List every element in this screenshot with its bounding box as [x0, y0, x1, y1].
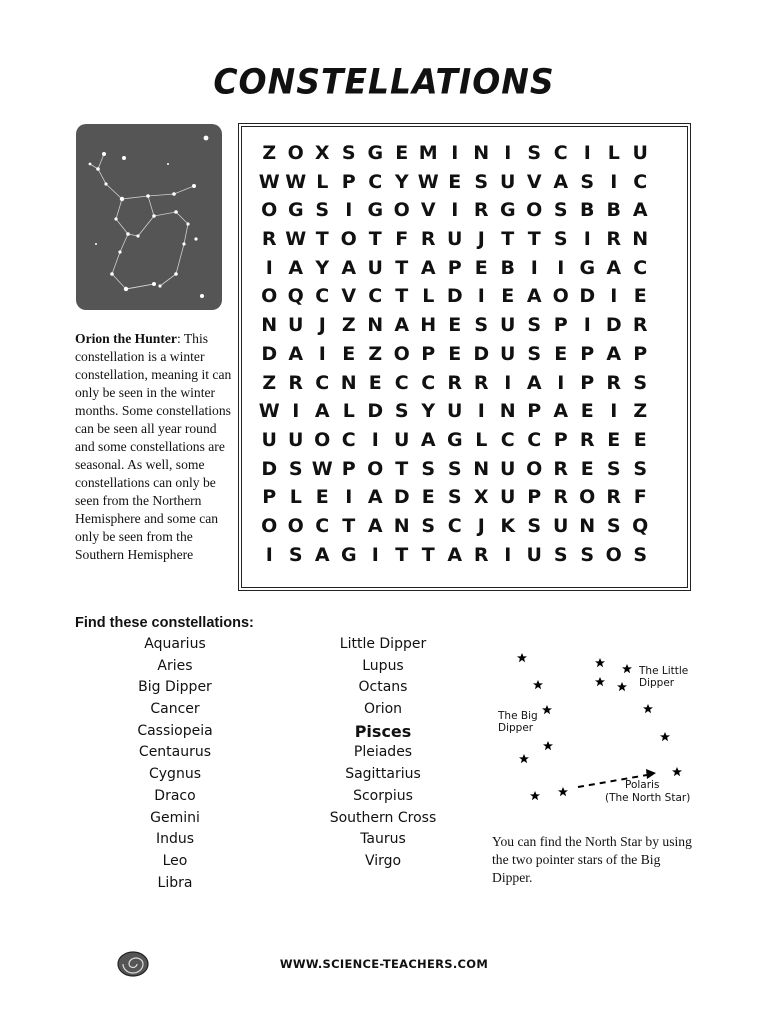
grid-row	[256, 512, 654, 541]
grid-letter: I	[610, 285, 618, 308]
grid-letter: C	[633, 170, 648, 193]
grid-letter: T	[342, 514, 356, 537]
grid-letter: E	[395, 142, 409, 164]
grid-letter: C	[633, 256, 648, 279]
grid-letter: I	[345, 199, 353, 222]
grid-letter: L	[342, 400, 355, 423]
grid-letter: P	[447, 256, 462, 279]
grid-letter: I	[371, 543, 379, 566]
grid-letter: N	[473, 142, 490, 164]
grid-letter: S	[341, 142, 356, 164]
grid-letter: U	[526, 543, 542, 566]
grid-letter: I	[451, 142, 459, 164]
grid-letter: R	[420, 228, 436, 251]
grid-letter: S	[580, 170, 595, 193]
grid-letter: C	[527, 428, 542, 451]
word-list-item: Indus	[155, 831, 195, 848]
word-list-item: Pleiades	[353, 744, 413, 761]
grid-letter: L	[607, 142, 620, 164]
grid-letter: E	[342, 342, 356, 365]
orion-heading: Orion the Hunter	[75, 331, 177, 346]
grid-letter: I	[610, 400, 618, 423]
grid-letter: B	[580, 199, 595, 222]
grid-letter: D	[605, 314, 622, 337]
grid-letter: E	[448, 314, 462, 337]
grid-letter: E	[474, 256, 488, 279]
grid-letter: P	[341, 170, 356, 193]
find-heading: Find these constellations:	[75, 615, 254, 631]
grid-letter: I	[557, 256, 565, 279]
word-list-item: Draco	[154, 787, 196, 804]
grid-letter: S	[421, 457, 436, 480]
grid-letter: Z	[633, 400, 648, 423]
grid-letter: U	[632, 142, 648, 164]
grid-letter: E	[633, 285, 647, 308]
grid-letter: O	[367, 457, 384, 480]
grid-letter: B	[500, 256, 515, 279]
word-list-item: Scorpius	[353, 787, 413, 804]
grid-letter: D	[393, 486, 410, 509]
word-list-item: Southern Cross	[329, 809, 437, 826]
grid-row	[256, 397, 654, 426]
grid-letter: U	[500, 486, 516, 509]
grid-letter: G	[340, 543, 357, 566]
grid-letter: A	[314, 400, 330, 423]
grid-letter: P	[527, 400, 542, 423]
grid-letter: D	[367, 400, 384, 423]
grid-letter: Z	[262, 371, 277, 394]
grid-letter: T	[315, 228, 329, 251]
grid-letter: S	[447, 486, 462, 509]
grid-letter: T	[368, 228, 382, 251]
grid-letter: P	[633, 342, 648, 365]
grid-letter: I	[583, 142, 591, 164]
grid-letter: A	[632, 199, 648, 222]
grid-letter: S	[606, 514, 621, 537]
grid-letter: O	[314, 428, 331, 451]
grid-letter: C	[421, 371, 436, 394]
word-search-grid	[256, 139, 654, 569]
grid-letter: P	[421, 342, 436, 365]
orion-body-text: : This constellation is a winter constellation, meaning it can only be seen in the winter months. Some constellations can be seen all year round and some constellations are seasonal. As well, some constellations can only be seen from the Northern Hemisphere and some can only be seen from the Southern Hemisphere	[75, 331, 232, 562]
grid-letter: U	[447, 228, 463, 251]
grid-letter: I	[477, 400, 485, 423]
grid-letter: R	[606, 486, 622, 509]
word-list-item: Gemini	[150, 809, 200, 826]
grid-letter: O	[261, 285, 278, 308]
grid-letter: G	[367, 142, 384, 164]
grid-letter: C	[315, 371, 330, 394]
grid-letter: E	[580, 457, 594, 480]
grid-letter: F	[395, 228, 409, 251]
grid-letter: I	[318, 342, 326, 365]
word-list-item: Pisces	[354, 721, 412, 741]
grid-row	[256, 139, 654, 168]
grid-letter: S	[394, 400, 409, 423]
word-list-column-2	[318, 634, 448, 873]
grid-letter: A	[420, 256, 436, 279]
grid-letter: W	[311, 457, 333, 480]
grid-letter: Y	[315, 256, 330, 279]
grid-letter: V	[526, 170, 542, 193]
grid-letter: T	[421, 543, 435, 566]
grid-row	[256, 541, 654, 570]
grid-letter: R	[553, 457, 569, 480]
grid-letter: M	[418, 142, 438, 164]
grid-letter: T	[527, 228, 541, 251]
grid-letter: I	[583, 314, 591, 337]
polaris-label: Polaris	[625, 779, 660, 791]
grid-letter: J	[318, 314, 326, 337]
grid-letter: V	[341, 285, 357, 308]
grid-letter: V	[420, 199, 436, 222]
grid-letter: I	[371, 428, 379, 451]
grid-letter: S	[474, 170, 489, 193]
word-list-item: Cancer	[150, 701, 200, 718]
grid-letter: R	[473, 371, 489, 394]
grid-letter: I	[292, 400, 300, 423]
grid-letter: U	[500, 170, 516, 193]
word-list-item: Aquarius	[144, 636, 206, 652]
grid-letter: S	[580, 543, 595, 566]
grid-letter: S	[527, 342, 542, 365]
page-title: CONSTELLATIONS	[213, 61, 555, 102]
grid-letter: I	[477, 285, 485, 308]
grid-row	[256, 369, 654, 398]
grid-letter: U	[500, 342, 516, 365]
grid-letter: P	[580, 342, 595, 365]
grid-letter: C	[368, 170, 383, 193]
grid-letter: W	[417, 170, 439, 193]
word-list-item: Orion	[363, 701, 403, 718]
grid-letter: Z	[262, 142, 277, 164]
grid-letter: S	[315, 199, 330, 222]
grid-letter: U	[553, 514, 569, 537]
grid-letter: A	[420, 428, 436, 451]
grid-row	[256, 483, 654, 512]
grid-letter: U	[288, 428, 304, 451]
grid-letter: O	[261, 199, 278, 222]
word-list-item: Sagittarius	[345, 766, 421, 783]
grid-letter: O	[393, 342, 410, 365]
grid-letter: U	[261, 428, 277, 451]
grid-letter: E	[554, 342, 568, 365]
grid-letter: X	[473, 486, 489, 509]
grid-letter: J	[477, 514, 485, 537]
grid-row	[256, 168, 654, 197]
word-list-item: Octans	[358, 679, 408, 696]
grid-letter: E	[315, 486, 329, 509]
grid-letter: S	[606, 457, 621, 480]
grid-letter: D	[579, 285, 596, 308]
grid-letter: E	[607, 428, 621, 451]
grid-letter: R	[473, 543, 489, 566]
grid-row	[256, 196, 654, 225]
word-list-item: Libra	[157, 874, 193, 891]
grid-letter: O	[393, 199, 410, 222]
grid-letter: U	[288, 314, 304, 337]
grid-letter: P	[527, 486, 542, 509]
grid-letter: R	[288, 371, 304, 394]
grid-letter: E	[580, 400, 594, 423]
grid-row	[256, 282, 654, 311]
footer-url: WWW.SCIENCE-TEACHERS.COM	[279, 957, 489, 971]
little-dipper-label: The Little Dipper	[639, 665, 689, 689]
grid-row	[256, 311, 654, 340]
grid-letter: N	[579, 514, 596, 537]
grid-letter: P	[553, 314, 568, 337]
grid-letter: I	[504, 142, 512, 164]
grid-letter: F	[633, 486, 647, 509]
grid-letter: I	[265, 256, 273, 279]
grid-letter: L	[475, 428, 488, 451]
word-list-item: Little Dipper	[339, 636, 427, 652]
grid-row	[256, 340, 654, 369]
grid-letter: Z	[368, 342, 383, 365]
grid-letter: A	[288, 342, 304, 365]
word-list-item: Virgo	[364, 852, 402, 869]
grid-letter: C	[341, 428, 356, 451]
grid-letter: I	[583, 228, 591, 251]
word-list-item: Big Dipper	[138, 679, 212, 696]
grid-letter: A	[606, 342, 622, 365]
grid-letter: G	[287, 199, 304, 222]
big-dipper-label: The Big Dipper	[498, 710, 538, 734]
grid-letter: K	[500, 514, 516, 537]
grid-letter: I	[504, 543, 512, 566]
word-list-item: Cassiopeia	[137, 722, 213, 739]
grid-letter: C	[315, 514, 330, 537]
grid-letter: I	[504, 371, 512, 394]
grid-letter: A	[367, 486, 383, 509]
grid-letter: S	[288, 543, 303, 566]
grid-letter: D	[446, 285, 463, 308]
grid-letter: D	[473, 342, 490, 365]
grid-letter: S	[553, 228, 568, 251]
orion-constellation-image	[76, 124, 222, 310]
grid-row	[256, 426, 654, 455]
grid-letter: W	[285, 228, 307, 251]
grid-letter: P	[580, 371, 595, 394]
grid-letter: O	[287, 514, 304, 537]
word-list-column-1	[110, 634, 240, 894]
grid-letter: S	[474, 314, 489, 337]
grid-letter: N	[499, 400, 516, 423]
grid-letter: P	[341, 457, 356, 480]
grid-letter: S	[527, 314, 542, 337]
grid-letter: E	[633, 428, 647, 451]
grid-letter: S	[633, 543, 648, 566]
grid-letter: A	[553, 400, 569, 423]
grid-letter: U	[367, 256, 383, 279]
grid-letter: E	[448, 170, 462, 193]
grid-letter: S	[288, 457, 303, 480]
grid-letter: O	[287, 142, 304, 164]
grid-letter: S	[527, 142, 542, 164]
grid-letter: U	[500, 457, 516, 480]
grid-letter: A	[288, 256, 304, 279]
grid-letter: L	[422, 285, 435, 308]
grid-letter: S	[553, 199, 568, 222]
grid-letter: A	[526, 371, 542, 394]
grid-letter: B	[606, 199, 621, 222]
grid-letter: A	[314, 543, 330, 566]
grid-letter: O	[526, 457, 543, 480]
grid-letter: A	[447, 543, 463, 566]
word-list-item: Aries	[157, 657, 193, 674]
north-star-label: (The North Star)	[605, 792, 691, 804]
grid-letter: O	[340, 228, 357, 251]
grid-letter: G	[446, 428, 463, 451]
north-star-note: You can find the North Star by using the two pointer stars of the Big Dipper.	[492, 834, 692, 885]
grid-letter: C	[500, 428, 515, 451]
grid-letter: E	[448, 342, 462, 365]
grid-letter: Y	[421, 400, 436, 423]
grid-letter: N	[632, 228, 649, 251]
grid-letter: O	[261, 514, 278, 537]
grid-letter: A	[606, 256, 622, 279]
grid-letter: A	[526, 285, 542, 308]
grid-letter: P	[262, 486, 277, 509]
dipper-diagram	[490, 645, 710, 815]
grid-letter: S	[447, 457, 462, 480]
word-list-item: Lupus	[362, 657, 404, 674]
grid-row	[256, 225, 654, 254]
grid-letter: A	[341, 256, 357, 279]
grid-letter: C	[447, 514, 462, 537]
grid-letter: R	[606, 228, 622, 251]
grid-letter: L	[316, 170, 329, 193]
grid-letter: I	[530, 256, 538, 279]
grid-letter: O	[579, 486, 596, 509]
grid-letter: X	[314, 142, 330, 164]
grid-letter: U	[500, 314, 516, 337]
grid-letter: O	[605, 543, 622, 566]
grid-letter: E	[368, 371, 382, 394]
grid-letter: C	[315, 285, 330, 308]
grid-letter: I	[557, 371, 565, 394]
grid-letter: A	[394, 314, 410, 337]
grid-letter: T	[395, 285, 409, 308]
word-list-item: Cygnus	[149, 766, 201, 783]
grid-letter: R	[632, 314, 648, 337]
grid-letter: W	[258, 170, 280, 193]
grid-letter: I	[345, 486, 353, 509]
grid-letter: R	[606, 371, 622, 394]
grid-letter: S	[633, 371, 648, 394]
grid-letter: Z	[341, 314, 356, 337]
grid-letter: A	[367, 514, 383, 537]
grid-letter: R	[473, 199, 489, 222]
grid-letter: G	[579, 256, 596, 279]
grid-letter: N	[473, 457, 490, 480]
grid-letter: A	[553, 170, 569, 193]
word-list-item: Taurus	[360, 831, 406, 848]
grid-letter: U	[447, 400, 463, 423]
orion-description	[75, 330, 235, 564]
grid-letter: N	[367, 314, 384, 337]
grid-letter: J	[477, 228, 485, 251]
grid-letter: T	[501, 228, 515, 251]
grid-letter: S	[527, 514, 542, 537]
grid-letter: T	[395, 256, 409, 279]
word-list-item: Centaurus	[138, 744, 212, 761]
grid-letter: N	[340, 371, 357, 394]
orion-star-map	[76, 124, 222, 310]
grid-letter: W	[258, 400, 280, 423]
grid-letter: S	[553, 543, 568, 566]
grid-letter: N	[261, 314, 278, 337]
grid-letter: S	[421, 514, 436, 537]
grid-letter: L	[289, 486, 302, 509]
grid-row	[256, 455, 654, 484]
grid-letter: Y	[394, 170, 409, 193]
grid-letter: W	[285, 170, 307, 193]
grid-letter: S	[633, 457, 648, 480]
grid-letter: P	[553, 428, 568, 451]
grid-letter: G	[499, 199, 516, 222]
grid-letter: H	[420, 314, 437, 337]
grid-letter: R	[447, 371, 463, 394]
grid-letter: D	[261, 457, 278, 480]
grid-letter: I	[610, 170, 618, 193]
grid-letter: I	[265, 543, 273, 566]
grid-letter: C	[394, 371, 409, 394]
grid-letter: R	[579, 428, 595, 451]
grid-letter: T	[395, 543, 409, 566]
grid-letter: C	[553, 142, 568, 164]
grid-letter: R	[553, 486, 569, 509]
grid-letter: C	[368, 285, 383, 308]
grid-letter: O	[552, 285, 569, 308]
word-list-item: Leo	[162, 852, 188, 869]
grid-letter: E	[501, 285, 515, 308]
grid-letter: Q	[632, 514, 649, 537]
grid-letter: E	[421, 486, 435, 509]
grid-letter: U	[394, 428, 410, 451]
grid-letter: N	[393, 514, 410, 537]
grid-letter: D	[261, 342, 278, 365]
grid-letter: Q	[287, 285, 304, 308]
grid-row	[256, 254, 654, 283]
grid-letter: G	[367, 199, 384, 222]
grid-letter: O	[526, 199, 543, 222]
grid-letter: R	[261, 228, 277, 251]
grid-letter: T	[395, 457, 409, 480]
grid-letter: I	[451, 199, 459, 222]
